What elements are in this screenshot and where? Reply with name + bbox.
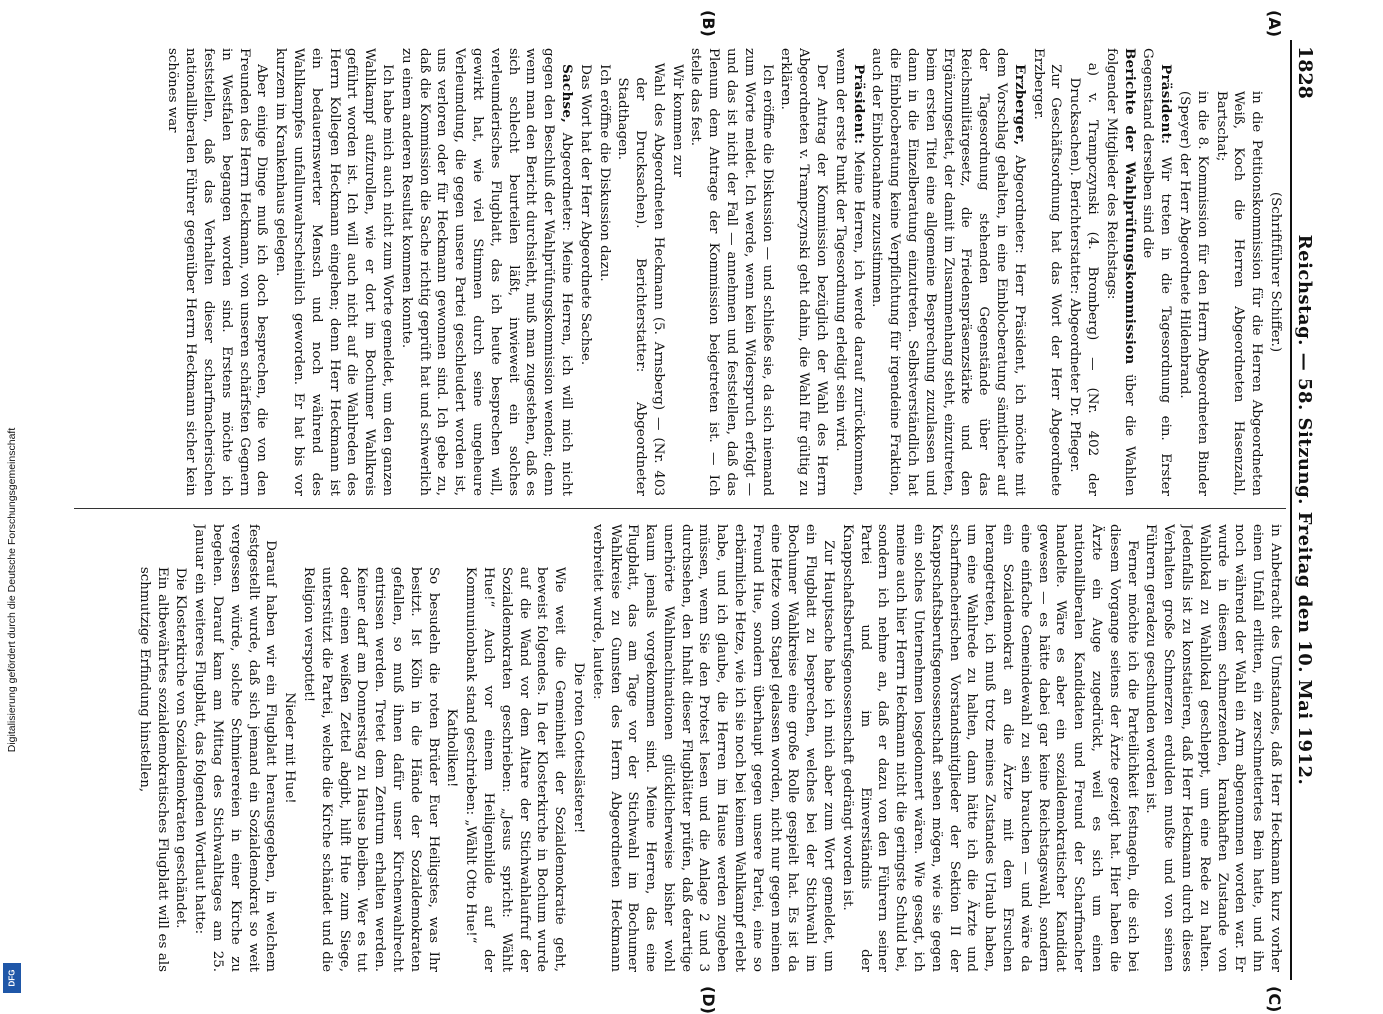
rotated-page-content [68, 10, 1318, 1014]
paragraph: Zur Geschäftsordnung hat das Wort der Herr Abgeordnete Erzberger. [1030, 48, 1064, 496]
paragraph: a) v. Trampczynski (4. Bromberg) — (Nr. 402 der Drucksachen). Berichterstatter: Abgeordneter Dr. Pfleger. [1067, 62, 1101, 496]
speech-text: Wir treten in die Tagesordnung ein. Erster Gegenstand derselben sind die [1140, 48, 1174, 496]
paragraph: Ich habe mich auch nicht zum Worte gemeldet, um den ganzen Wahlkampf aufzurollen, wie er dort im Bochumer Wahlkreis geführt worden ist. Ich will auch nicht auf die Wahlreden des Herrn Kollegen Heckmann eingehen; denn Herr Heckmann ist ein bedauernswerter Mensch und noch während des Wahlkampfes unfallunwahrscheinlich geworden. Er hat bis vor kurzem im Krankenhaus gelegen. [273, 48, 395, 496]
paragraph: Ich eröffne die Diskussion dazu. [596, 64, 612, 282]
paragraph: Wir kommen zur [669, 64, 685, 178]
speech-text: Meine Herren, ich werde darauf zurückkommen, wenn der erste Punkt der Tagesordnung erledigt sein wird. [832, 48, 866, 496]
page-number: 1828 [1294, 46, 1316, 99]
paragraph: Ich eröffne die Diskussion — und schließe sie, da sich niemand zum Worte meldet. Ich werde, wenn kein Widerspruch erfolgt — und das ist nicht der Fall — annehmen und feststellen, daß das Plenum dem Antrage der Kommission beigetreten ist. — Ich stelle das fest. [688, 48, 775, 496]
speaker-label: Präsident: [850, 64, 867, 145]
page-content [68, 10, 1318, 1014]
quoted-paragraph: Wie weit die Gemeinheit der Sozialdemokratie geht, beweist folgendes. In der Klosterkirche in Bochum wurde auf die Wand vor dem Altare der Stichwahlaufruf der Sozialdemokraten geschrieben: „Jesus spricht: Wählt Hue!“ Auch vor einem Heiligenbilde auf der Kommunionbank stand geschrieben: „Wählt Otto Hue!“ [463, 566, 568, 972]
speaker-label: Sachse, [558, 64, 575, 124]
right-column [79, 524, 1284, 972]
paragraph: Der Antrag der Kommission bezüglich der Wahl des Herrn Abgeordneten v. Trampczynski geht dahin, die Wahl für gültig zu erklären. [778, 48, 830, 496]
margin-marker-a: (A) [1265, 10, 1284, 38]
margin-marker-c: (C) [1265, 986, 1284, 1013]
paragraph: Zur Hauptsache habe ich mich aber zum Wort gemeldet, um ein Flugblatt zu besprechen, welches bei der Stichwahl im Bochumer Wahlkreise eine große Rolle gespielt hat. Es ist da eine Hetze vom Stapel gelassen worden, nicht nur gegen meinen Freund Hue, sondern überhaupt gegen unsere Partei, eine so erbärmliche Hetze, wie ich sie noch bei keinem Wahlkampf erlebt habe, und ich glaube, die Herren im Hause werden zugeben müssen, wenn Sie den Protest lesen und die Anlage 2 und 3 durchsehen, den Inhalt dieser Flugblätter prüfen, daß derartige unerhörte Wahlmachinationen glücklicherweise bisher wohl kaum jemals vorgekommen sind. Meine Herren, das eine Flugblatt, das am Tage vor der Stichwahl im Bochumer Wahlkreise zu Gunsten des Herrn Abgeordneten Heckmann verbreitet wurde, lautete: [589, 524, 837, 972]
paragraph: Ferner möchte ich die Parteilichkeit festnageln, die sich bei diesem Vorgange seitens der Ärzte gezeigt hat. Hier haben die Ärzte ein Auge zugedrückt, weil es sich um einen nationalliberalen Kandidaten und Freund der Scharfmacher handelte. Wäre es aber ein sozialdemokratischer Kandidat gewesen — es hätte dabei gar keine Reichstagswahl, sondern eine einfache Gemeindewahl zu sein brauchen — und wäre da ein Sozialdemokrat an die Ärzte mit dem Ersuchen herangetreten, ich muß trotz meines Zustandes Urlaub haben, um eine Wahlrede zu halten, dann hätte ich die Ärzte und scharfmacherischen Vorstandsmitglieder der Sektion II der Knappschaftsberufsgenossenschaft sehen mögen, wie sie gegen ein solches Unternehmen losgedonnert wären. Wie gesagt, ich meine auch hier Herrn Heckmann nicht die geringste Schuld bei, sondern ich nehme an, daß er dazu von den Führern seiner Partei und im Einverständnis der Knappschaftsberufsgenossenschaft gedrängt worden ist. [839, 524, 1140, 972]
paragraph: in die 8. Kommission für den Herrn Abgeordneten Binder (Speyer) der Herr Abgeordnete Hildenbrand. [1177, 90, 1210, 496]
margin-marker-d: (D) [699, 986, 718, 1014]
speaker-label: Erzberger, [1011, 64, 1028, 146]
paragraph [1102, 48, 1138, 496]
section-heading: Berichte der Wahlprüfungskommission [1121, 48, 1138, 365]
speech-text: Abgeordneter: Herr Präsident, ich möchte mit dem Vorschlag gehalten, in eine Einblocberatung sämtlicher auf der Tagesordnung stehenden Gegenstände über das Reichsmilitärgesetz, die Friedenspräsenzstärke und den Ergänzungsetat, der damit im Zusammenhang steht, einzutreten, beim ersten Titel eine allgemeine Besprechung zuzulassen und dann in die Einzelberatung einzutreten. Selbstverständlich hat die Einblocberatung keine Verpflichtung für irgendeine Fraktion, auch der Einblocnahme zuzustimmen. [869, 48, 1027, 496]
paragraph: Wahl des Abgeordneten Heckmann (5. Arnsberg) — (Nr. 403 der Drucksachen). Berichterstatter: Abgeordneter Stadthagen. [615, 62, 666, 496]
paragraph-text: über die Wahlen folgender Mitglieder des Reichstags: [1103, 48, 1137, 496]
paragraph: (Schriftführer Schiffer.) [1268, 191, 1283, 353]
quoted-heading: Nieder mit Hue! [282, 692, 298, 804]
paragraph [397, 48, 575, 496]
quoted-paragraph: Ein altbewährtes sozialdemokratisches Flugblatt will es als schmutzige Erfindung hinstellen, [136, 566, 170, 972]
paragraph: in Anbetracht des Umstandes, daß Herr Heckmann kurz vorher einen Unfall erlitten, ein zerschmettertes Bein hatte, und ihn noch während der Wahl ein Arm abgenommen worden war. Er wurde in diesem schmerzenden, krankhaften Zustande von Wahllokal zu Wahllokal geschleppt, um eine Rede zu halten. Jedenfalls ist zu konstatieren, daß Herr Heckmann durch dieses Verhalten große Schmerzen erdulden mußte und von seinen Führern geradezu geschunden worden ist. [1143, 524, 1283, 972]
paragraph [831, 48, 867, 496]
paragraph: Das Wort hat der Herr Abgeordnete Sachse. [577, 64, 593, 366]
paragraph: in die Petitionskommission für die Herren Abgeordneten Weiß, Koch die Herren Abgeordneten Hasenzahl, Bartschat; [1213, 90, 1265, 496]
paragraph: Darauf haben wir ein Flugblatt herausgegeben, in welchem festgestellt wurde, daß sich jemand ein Sozialdemokrat so weit vergessen würde, solche Schmierereien in einer Kirche zu begehen. Darauf kam am Mittag des Stichwahltages am 25. Januar ein weiteres Flugblatt, das folgenden Wortlaut hatte: [192, 524, 279, 972]
quoted-heading: Die Klosterkirche von Sozialdemokraten geschändet. [173, 567, 189, 929]
margin-marker-b: (B) [699, 10, 718, 37]
page-title: Reichstag. — 58. Sitzung. Freitag den 10. Mai 1912. [1294, 234, 1315, 786]
column-divider [74, 508, 1286, 509]
speaker-label: Präsident: [1158, 64, 1175, 145]
quoted-paragraph: So besudeln die roten Brüder Euer Heiligstes, was Ihr besitzt. Ist Köln in die Hände der Sozialdemokraten gefallen, so muß ihnen dafür unser Kirchenwahlrecht entrissen werden. Tretet dem Zentrum erhalten werden. Keiner darf am Donnerstag zu Hause bleiben. Wer es tut oder einen weißen Zettel abgibt, hilft Hue zum Siege, unterstützt die Partei, welche die Kirche schändet und die Religion verspottet! [300, 566, 441, 972]
quoted-heading: Die roten Gotteslästerer! [570, 662, 586, 834]
left-column [79, 48, 1284, 496]
paragraph [868, 48, 1028, 496]
paragraph: Aber einige Dinge muß ich doch besprechen, die von den Freunden des Herrn Heckmann, von unseren schärfsten Gegnern in Westfalen begangen worden sind. Erstens möchte ich feststellen, daß das Verhalten dieser scharfmacherischen nationalliberalen Führer gegenüber Herrn Heckmann sicher kein schönes war [165, 48, 270, 496]
speech-text: Abgeordneter: Meine Herren, ich will mich nicht gegen den Beschluß der Wahlprüfungskommission wenden; denn wenn man den Bericht durchsieht, muß man zugestehen, daß es sich schlecht beurteilen läßt, inwieweit ein solches verleumderisches Flugblatt, das ich heute besprechen will, gewirkt hat, wie viel Stimmen durch seine ungeheure Verleumdung, die gegen unsere Partei geschleudert worden ist, uns verloren oder für Heckmann gewonnen sind. Ich gebe zu, daß die Kommission die Sache richtig geprüft hat und schwerlich zu einem anderen Resultat kommen konnte. [398, 48, 574, 496]
quoted-heading: Katholiken! [444, 708, 460, 788]
page-header [1290, 40, 1318, 980]
digitization-note: Digitalisierung gefördert durch die Deutsche Forschungsgemeinschaft [6, 427, 18, 753]
paragraph [1139, 48, 1175, 496]
dfg-logo [3, 963, 21, 993]
digitization-sidebar [0, 0, 24, 1000]
dfg-logo-text: DFG [7, 969, 17, 987]
